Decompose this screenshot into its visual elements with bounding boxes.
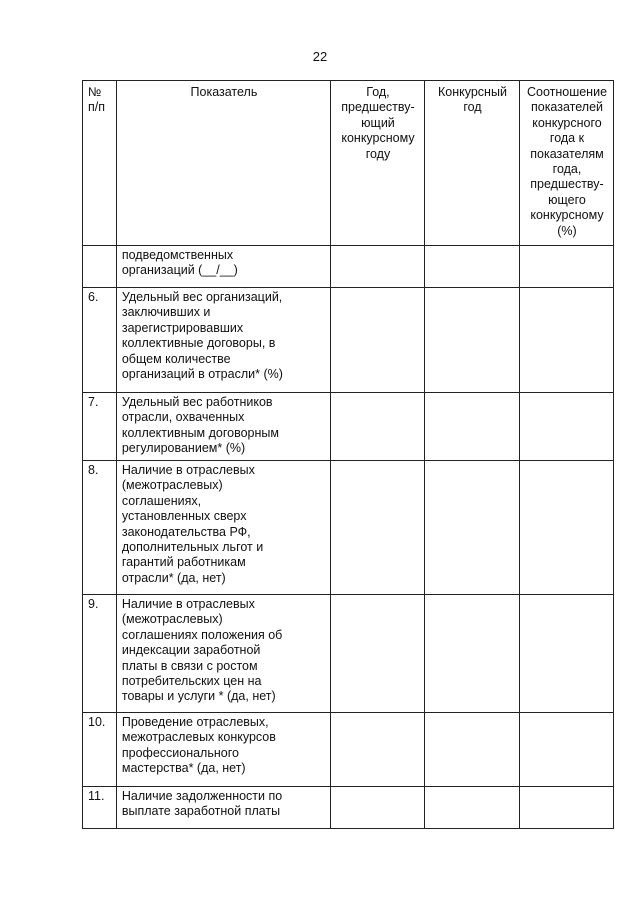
table-row (83, 461, 614, 595)
row-number: 6. (83, 288, 117, 393)
cell-competition-year (424, 787, 519, 829)
cell-previous-year (331, 787, 425, 829)
row-number: 7. (83, 393, 117, 461)
row-indicator: Наличие в отраслевых (межотраслевых) соглашениях положения об индексации заработной платы в связи с ростом потребительских цен на товары и услуги * (да, нет) (116, 595, 330, 713)
cell-ratio (520, 288, 614, 393)
cell-competition-year (424, 713, 519, 787)
row-indicator: Наличие задолженности по выплате заработной платы (116, 787, 330, 829)
cell-previous-year (331, 713, 425, 787)
cell-previous-year (331, 393, 425, 461)
row-number: 10. (83, 713, 117, 787)
cell-ratio (520, 787, 614, 829)
page-number: 22 (312, 49, 328, 64)
table-row (83, 246, 614, 288)
cell-previous-year (331, 595, 425, 713)
row-number: 8. (83, 461, 117, 595)
cell-previous-year (331, 461, 425, 595)
row-number: 9. (83, 595, 117, 713)
table-row (83, 393, 614, 461)
indicators-table (82, 80, 614, 829)
cell-ratio (520, 713, 614, 787)
table-header-row (83, 81, 614, 246)
cell-ratio (520, 461, 614, 595)
table-row (83, 787, 614, 829)
header-number: № п/п (83, 81, 117, 246)
row-indicator: подведомственных организаций (__/__) (116, 246, 330, 288)
cell-ratio (520, 393, 614, 461)
row-indicator: Проведение отраслевых, межотраслевых конкурсов профессионального мастерства* (да, нет) (116, 713, 330, 787)
header-ratio: Соотношение показателей конкурсного года к показателям года, предшеству- ющего конкурсному (%) (520, 81, 614, 246)
row-indicator: Удельный вес работников отрасли, охваченных коллективным договорным регулированием* (%) (116, 393, 330, 461)
table-row (83, 713, 614, 787)
row-number: 11. (83, 787, 117, 829)
cell-previous-year (331, 246, 425, 288)
cell-ratio (520, 595, 614, 713)
table-row (83, 595, 614, 713)
row-indicator: Удельный вес организаций, заключивших и зарегистрировавших коллективные договоры, в общем количестве организаций в отрасли* (%) (116, 288, 330, 393)
cell-competition-year (424, 461, 519, 595)
cell-competition-year (424, 595, 519, 713)
cell-competition-year (424, 393, 519, 461)
table-row (83, 288, 614, 393)
cell-ratio (520, 246, 614, 288)
cell-competition-year (424, 246, 519, 288)
header-indicator: Показатель (116, 81, 330, 246)
header-competition-year: Конкурсный год (424, 81, 519, 246)
row-indicator: Наличие в отраслевых (межотраслевых) соглашениях, установленных сверх законодательства РФ, дополнительных льгот и гарантий работникам отрасли* (да, нет) (116, 461, 330, 595)
cell-previous-year (331, 288, 425, 393)
row-number (83, 246, 117, 288)
header-previous-year: Год, предшеству- ющий конкурсному году (331, 81, 425, 246)
cell-competition-year (424, 288, 519, 393)
